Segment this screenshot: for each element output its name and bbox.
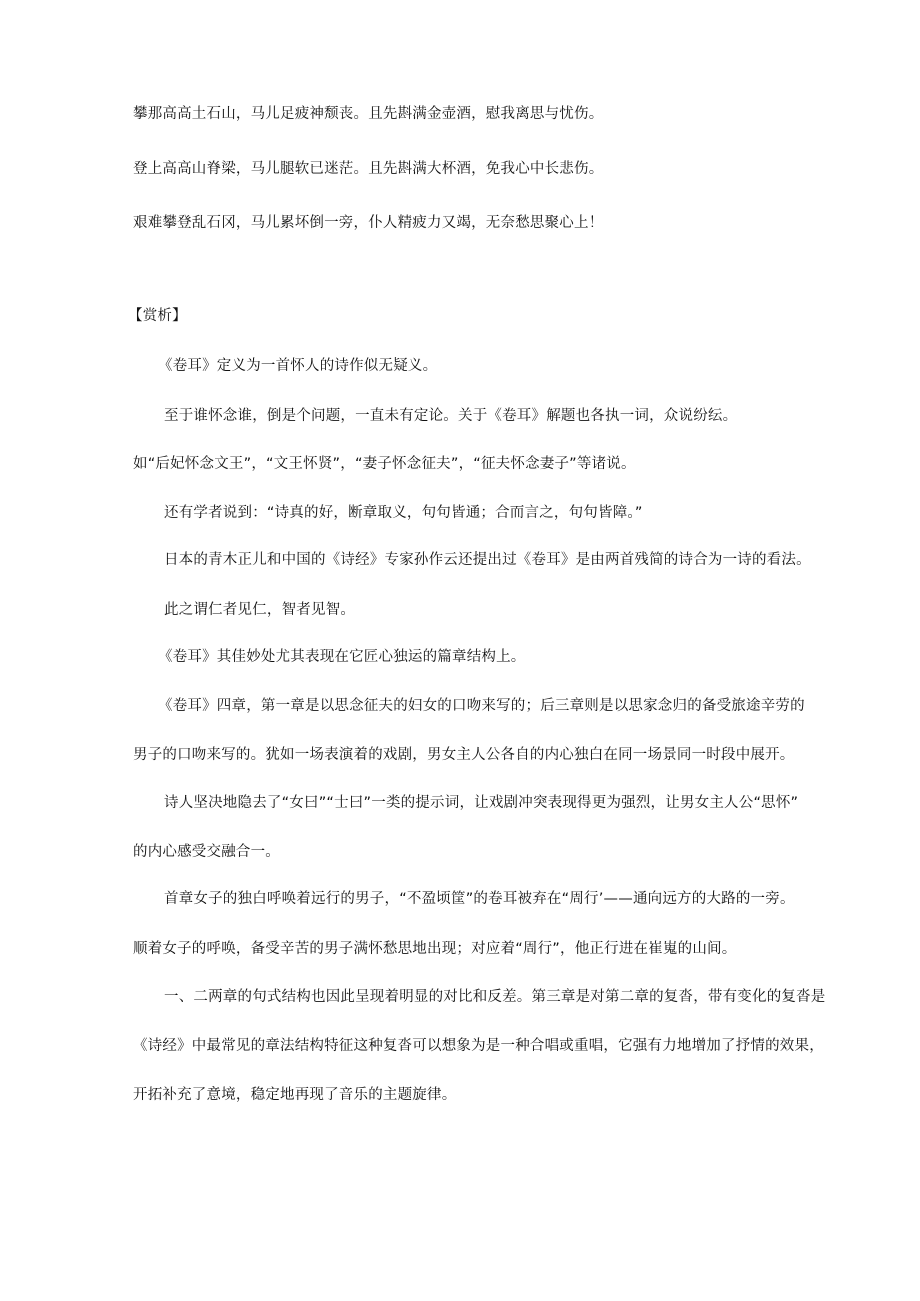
translation-line-2: 登上高高山脊梁，马儿腿软已迷茫。且先斟满大杯酒，免我心中长悲伤。 [133,161,604,177]
appreciation-line-5: 日本的青木正儿和中国的《诗经》专家孙作云还提出过《卷耳》是由两首残简的诗合为一诗的看法。 [164,552,811,568]
appreciation-line-9: 男子的口吻来写的。犹如一场表演着的戏剧，男女主人公各自的内心独白在同一场景同一时段中展开。 [133,747,795,763]
appreciation-line-8: 《卷耳》四章，第一章是以思念征夫的妇女的口吻来写的；后三章则是以思家念归的备受旅途辛劳的 [158,698,805,714]
appreciation-line-4: 还有学者说到：“诗真的好，断章取义，句句皆通；合而言之，句句皆障。” [164,505,643,521]
appreciation-line-1: 《卷耳》定义为一首怀人的诗作似无疑义。 [158,358,438,374]
appreciation-line-12: 首章女子的独白呼唤着远行的男子，“不盈顷筐”的卷耳被弃在“周行’——通向远方的大路的一旁。 [164,891,795,907]
appreciation-line-2: 至于谁怀念谁，倒是个问题，一直未有定论。关于《卷耳》解题也各执一词，众说纷纭。 [164,408,738,424]
appreciation-line-13: 顺着女子的呼唤，备受辛苦的男子满怀愁思地出现；对应着“周行”，他正行进在崔嵬的山间。 [133,941,737,957]
appreciation-line-3: 如“后妃怀念文王”，“文王怀贤”，“妻子怀念征夫”，“征夫怀念妻子”等诸说。 [133,456,636,472]
appreciation-line-7: 《卷耳》其佳妙处尤其表现在它匠心独运的篇章结构上。 [158,649,526,665]
appreciation-line-15: 《诗经》中最常见的章法结构特征这种复沓可以想象为是一种合唱或重唱，它强有力地增加了抒情的效果， [133,1038,824,1054]
translation-line-3: 艰难攀登乱石冈，马儿累坏倒一旁，仆人精疲力又竭，无奈愁思聚心上！ [133,215,604,231]
appreciation-line-10: 诗人坚决地隐去了“女曰”“士曰”一类的提示词，让戏剧冲突表现得更为强烈，让男女主人公“思怀” [164,795,799,811]
appreciation-line-11: 的内心感受交融合一。 [133,844,280,860]
appreciation-line-16: 开拓补充了意境，稳定地再现了音乐的主题旋律。 [133,1087,457,1103]
appreciation-line-6: 此之谓仁者见仁，智者见智。 [164,602,356,618]
appreciation-heading: 【赏析】 [128,308,187,324]
appreciation-line-14: 一、二两章的句式结构也因此呈现着明显的对比和反差。第三章是对第二章的复沓，带有变化的复沓是 [164,989,826,1005]
translation-line-1: 攀那高高土石山，马儿足疲神颓丧。且先斟满金壶酒，慰我离思与忧伤。 [133,106,604,122]
